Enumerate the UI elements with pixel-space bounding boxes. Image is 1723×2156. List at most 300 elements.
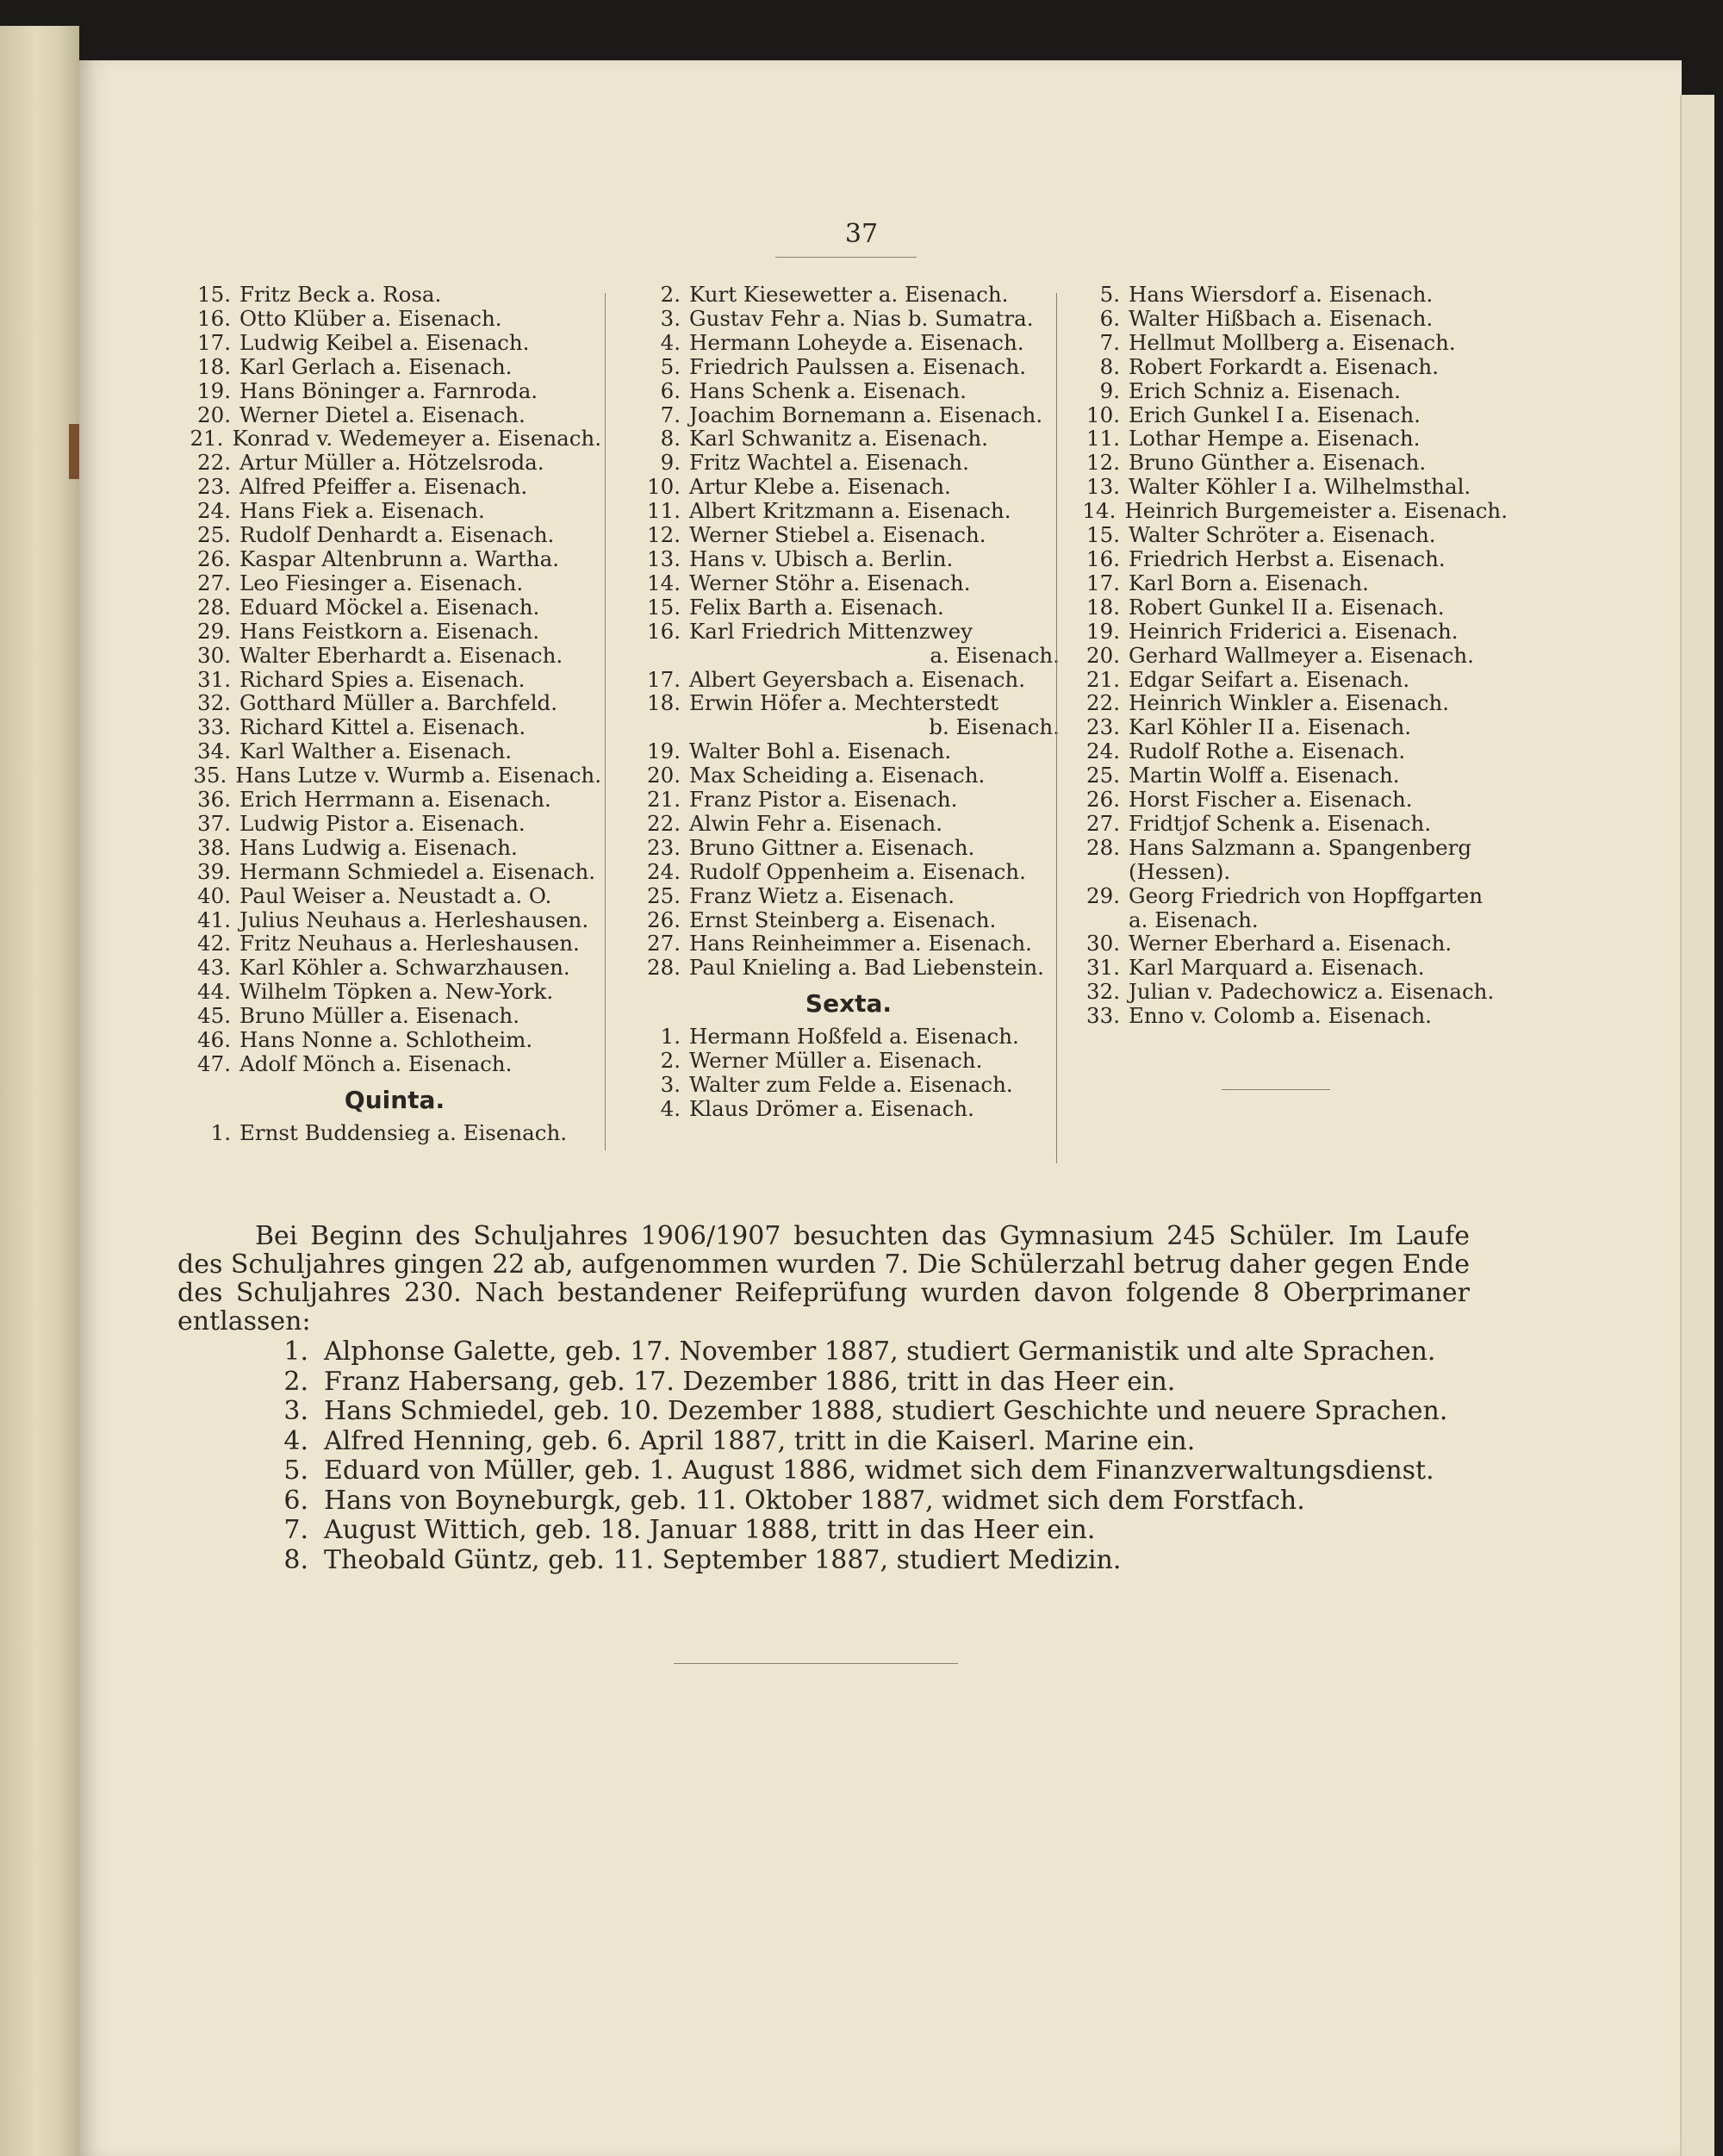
entry-number: 6.: [1099, 305, 1120, 331]
entry-number: 11.: [1086, 426, 1120, 452]
entry-number: 19.: [1086, 618, 1120, 644]
entry-name: Hans Lutze v. Wurmb a. Eisenach.: [235, 763, 601, 788]
list-item: [638, 956, 1060, 980]
entry-name: Hans Salzmann a. Spangenberg: [1129, 834, 1472, 860]
entry-name: Werner Eberhard a. Eisenach.: [1129, 931, 1452, 956]
entry-number: 33.: [197, 714, 231, 740]
list-item: [188, 763, 601, 788]
entry-number: 37.: [197, 810, 231, 836]
entry-name: Rudolf Oppenheim a. Eisenach.: [689, 858, 1026, 884]
entry-name: Hans v. Ubisch a. Berlin.: [689, 545, 954, 571]
student-list-quinta: [188, 1121, 601, 1145]
entry-number: 44.: [197, 979, 231, 1005]
list-item: [188, 403, 601, 427]
entry-number: 15.: [647, 594, 681, 620]
entry-name: Martin Wolff a. Eisenach.: [1129, 763, 1400, 788]
entry-number: 41.: [197, 907, 231, 932]
report-intro-text: Bei Beginn des Schuljahres 1906/1907 besuchten das Gymnasium 245 Schüler. Im Laufe des Schuljahres gingen 22 ab, aufgenommen wurden 7. Die Schülerzahl betrug daher gegen Ende des Schuljahres 230. Nach bestandener Reifeprüfung wurden davon folgende 8 Oberprimaner entlassen:: [177, 1221, 1470, 1337]
graduate-item: [177, 1337, 1470, 1368]
entry-number: 21.: [1086, 666, 1120, 692]
entry-name: Otto Klüber a. Eisenach.: [239, 305, 502, 331]
entry-name: Karl Friedrich Mittenzwey: [689, 618, 973, 644]
entry-name: Lothar Hempe a. Eisenach.: [1129, 426, 1421, 452]
entry-number: 15.: [197, 282, 231, 307]
entry-number: 2.: [660, 282, 681, 307]
entry-number: 25.: [1086, 763, 1120, 788]
closing-rule: [674, 1663, 958, 1664]
entry-number: 1.: [660, 1024, 681, 1050]
entry-number: 18.: [1086, 594, 1120, 620]
entry-number: 29.: [197, 618, 231, 644]
entry-number: 16.: [647, 618, 681, 644]
entry-name: Karl Schwanitz a. Eisenach.: [689, 426, 988, 452]
entry-number: 4.: [660, 329, 681, 355]
entry-name: Friedrich Herbst a. Eisenach.: [1129, 545, 1446, 571]
list-item: [188, 908, 601, 932]
list-item: [1077, 956, 1508, 980]
student-list: [638, 283, 1060, 980]
graduate-item: [177, 1397, 1470, 1427]
student-list: [1077, 283, 1508, 1028]
list-item: [1077, 499, 1508, 523]
list-item: [638, 403, 1060, 427]
entry-name: Hans Reinheimmer a. Eisenach.: [689, 931, 1032, 956]
entry-name: Paul Knieling a. Bad Liebenstein.: [689, 955, 1044, 981]
list-item: [188, 956, 601, 980]
entry-number: 18.: [647, 690, 681, 716]
entry-name: Joachim Bornemann a. Eisenach.: [689, 402, 1043, 427]
entry-number: 32.: [1086, 979, 1120, 1005]
list-item: [1077, 691, 1508, 715]
list-item: [638, 379, 1060, 403]
entry-name: Konrad v. Wedemeyer a. Eisenach.: [232, 426, 601, 452]
entry-name: Walter Bohl a. Eisenach.: [689, 738, 952, 764]
entry-name: Max Scheiding a. Eisenach.: [689, 763, 986, 788]
list-item: [1077, 644, 1508, 668]
graduate-number: 2.: [283, 1366, 308, 1397]
entry-number: 9.: [1099, 377, 1120, 403]
entry-name: Kaspar Altenbrunn a. Wartha.: [239, 545, 560, 571]
entry-name: Hans Feistkorn a. Eisenach.: [239, 618, 540, 644]
list-item: [638, 620, 1060, 644]
entry-name: Hans Wiersdorf a. Eisenach.: [1129, 282, 1434, 307]
list-item: [1077, 739, 1508, 763]
entry-number: 20.: [647, 763, 681, 788]
entry-number: 23.: [1086, 714, 1120, 740]
entry-name: Fritz Neuhaus a. Herleshausen.: [239, 931, 580, 956]
entry-name: Julian v. Padechowicz a. Eisenach.: [1129, 979, 1495, 1005]
entry-name: Hermann Hoßfeld a. Eisenach.: [689, 1024, 1019, 1050]
list-item: [188, 884, 601, 908]
list-item: [188, 331, 601, 355]
graduate-text: Alphonse Galette, geb. 17. November 1887, studiert Germanistik und alte Sprachen.: [324, 1337, 1436, 1367]
entry-name: Hermann Schmiedel a. Eisenach.: [239, 858, 596, 884]
entry-number: 7.: [660, 402, 681, 427]
entry-number: 46.: [197, 1027, 231, 1053]
entry-number: 4.: [660, 1095, 681, 1121]
entry-number: 12.: [647, 522, 681, 548]
entry-name: Rudolf Rothe a. Eisenach.: [1129, 738, 1406, 764]
graduate-number: 7.: [283, 1515, 308, 1545]
graduate-item: [177, 1456, 1470, 1486]
list-item: [188, 451, 601, 475]
entry-number: 22.: [1086, 690, 1120, 716]
entry-number: 14.: [647, 570, 681, 595]
list-item: [1077, 451, 1508, 475]
list-item: [188, 836, 601, 860]
graduate-number: 5.: [283, 1455, 308, 1486]
entry-number: 12.: [1086, 450, 1120, 476]
entry-continuation: a. Eisenach.: [1129, 907, 1259, 932]
entry-number: 25.: [647, 882, 681, 908]
list-item: [1077, 427, 1508, 451]
entry-name: Alwin Fehr a. Eisenach.: [689, 810, 942, 836]
list-item: [188, 1028, 601, 1052]
entry-name: Edgar Seifart a. Eisenach.: [1129, 666, 1410, 692]
entry-name: Robert Gunkel II a. Eisenach.: [1129, 594, 1445, 620]
entry-number: 15.: [1086, 522, 1120, 548]
entry-number: 28.: [647, 955, 681, 981]
entry-number: 45.: [197, 1003, 231, 1029]
entry-name: Rudolf Denhardt a. Eisenach.: [239, 522, 555, 548]
list-item: [1077, 547, 1508, 571]
graduate-item: [177, 1427, 1470, 1457]
entry-number: 25.: [197, 522, 231, 548]
entry-number: 26.: [647, 907, 681, 932]
list-item: [188, 620, 601, 644]
section-heading-sexta: Sexta.: [805, 989, 893, 1019]
list-item: [1077, 836, 1508, 860]
list-item: [188, 1052, 601, 1076]
entry-number: 43.: [197, 955, 231, 981]
list-item: [188, 499, 601, 523]
list-item: [188, 691, 601, 715]
entry-name: Richard Spies a. Eisenach.: [239, 666, 526, 692]
entry-name: Leo Fiesinger a. Eisenach.: [239, 570, 524, 595]
graduate-text: Eduard von Müller, geb. 1. August 1886, widmet sich dem Finanzverwaltungsdienst.: [324, 1455, 1434, 1486]
entry-name: Ernst Buddensieg a. Eisenach.: [239, 1119, 568, 1145]
list-item: [638, 812, 1060, 836]
list-item: [638, 595, 1060, 620]
entry-name: Karl Köhler a. Schwarzhausen.: [239, 955, 570, 981]
entry-number: 47.: [197, 1051, 231, 1076]
entry-number: 8.: [1099, 353, 1120, 379]
list-item: [188, 980, 601, 1004]
student-column-3: [1077, 283, 1508, 1028]
list-item: [638, 331, 1060, 355]
graduate-number: 8.: [283, 1544, 308, 1575]
list-item: [638, 307, 1060, 331]
entry-number: 17.: [1086, 570, 1120, 595]
entry-name: Julius Neuhaus a. Herleshausen.: [239, 907, 589, 932]
page-number: 37: [844, 219, 879, 249]
entry-name: Franz Wietz a. Eisenach.: [689, 882, 955, 908]
entry-name: Bruno Gittner a. Eisenach.: [689, 834, 975, 860]
entry-number: 24.: [1086, 738, 1120, 764]
entry-name: Erich Herrmann a. Eisenach.: [239, 787, 551, 813]
list-item: [638, 1049, 1060, 1073]
entry-name: Kurt Kiesewetter a. Eisenach.: [689, 282, 1009, 307]
list-item: [188, 644, 601, 668]
student-column-1: [188, 283, 601, 1145]
graduate-number: 6.: [283, 1485, 308, 1516]
entry-number: 20.: [197, 402, 231, 427]
graduate-item: [177, 1368, 1470, 1398]
entry-name: Friedrich Paulssen a. Eisenach.: [689, 353, 1027, 379]
entry-name: Hans Nonne a. Schlotheim.: [239, 1027, 533, 1053]
entry-name: Klaus Drömer a. Eisenach.: [689, 1095, 974, 1121]
list-item: [638, 523, 1060, 547]
list-item: [1077, 403, 1508, 427]
list-item: [1077, 1004, 1508, 1028]
graduate-item: [177, 1546, 1470, 1576]
list-item: [1077, 884, 1508, 908]
entry-name: Bruno Müller a. Eisenach.: [239, 1003, 519, 1029]
graduate-number: 1.: [283, 1337, 308, 1367]
entry-name: Werner Dietel a. Eisenach.: [239, 402, 526, 427]
entry-name: Ludwig Keibel a. Eisenach.: [239, 329, 530, 355]
graduate-item: [177, 1516, 1470, 1546]
entry-number: 23.: [197, 474, 231, 500]
list-item: [188, 1004, 601, 1028]
list-item: [638, 739, 1060, 763]
entry-name: Fritz Beck a. Rosa.: [239, 282, 442, 307]
entry-number: 1.: [210, 1119, 231, 1145]
entry-number: 36.: [197, 787, 231, 813]
list-item: [638, 908, 1060, 932]
list-item: [1077, 595, 1508, 620]
entry-number: 30.: [1086, 931, 1120, 956]
entry-name: Heinrich Burgemeister a. Eisenach.: [1124, 498, 1508, 524]
entry-name: Walter Hißbach a. Eisenach.: [1129, 305, 1434, 331]
list-item: [638, 427, 1060, 451]
graduate-item: [177, 1486, 1470, 1517]
entry-number: 10.: [647, 474, 681, 500]
list-item: [638, 1097, 1060, 1121]
entry-name: Artur Klebe a. Eisenach.: [689, 474, 951, 500]
entry-name: Erich Gunkel I a. Eisenach.: [1129, 402, 1421, 427]
entry-number: 5.: [660, 353, 681, 379]
graduate-text: Theobald Güntz, geb. 11. September 1887, studiert Medizin.: [324, 1544, 1122, 1575]
list-item: [188, 427, 601, 451]
entry-number: 21.: [190, 426, 224, 452]
list-item: [1077, 475, 1508, 499]
entry-number: 22.: [197, 450, 231, 476]
entry-number: 3.: [660, 305, 681, 331]
entry-number: 31.: [197, 666, 231, 692]
student-column-2: [638, 283, 1060, 1121]
entry-number: 35.: [193, 763, 227, 788]
column-end-rule: [1222, 1089, 1330, 1090]
student-list-sexta: [638, 1025, 1060, 1121]
list-item: [188, 812, 601, 836]
entry-number: 9.: [660, 450, 681, 476]
list-item: [1077, 668, 1508, 692]
section-heading-quinta: Quinta.: [344, 1085, 445, 1114]
entry-number: 21.: [647, 787, 681, 813]
entry-number: 42.: [197, 931, 231, 956]
list-item: [1077, 788, 1508, 812]
list-item: [638, 547, 1060, 571]
list-item: [638, 475, 1060, 499]
entry-name: Franz Pistor a. Eisenach.: [689, 787, 958, 813]
entry-continuation: b. Eisenach.: [929, 714, 1060, 740]
list-item: [638, 884, 1060, 908]
list-item: [1077, 763, 1508, 788]
header-rule: [775, 257, 917, 258]
list-item: [1077, 620, 1508, 644]
entry-number: 13.: [647, 545, 681, 571]
entry-number: 8.: [660, 426, 681, 452]
entry-name: Karl Gerlach a. Eisenach.: [239, 353, 513, 379]
entry-name: Walter Eberhardt a. Eisenach.: [239, 642, 563, 668]
entry-number: 7.: [1099, 329, 1120, 355]
entry-number: 13.: [1086, 474, 1120, 500]
entry-number: 38.: [197, 834, 231, 860]
list-item: [1077, 980, 1508, 1004]
list-item: [638, 355, 1060, 379]
school-report-paragraph: [177, 1222, 1470, 1575]
page-edge: [1680, 95, 1714, 2156]
list-item: [188, 1121, 601, 1145]
entry-name: Fritz Wachtel a. Eisenach.: [689, 450, 969, 476]
entry-name: Ludwig Pistor a. Eisenach.: [239, 810, 526, 836]
list-item: [638, 571, 1060, 595]
entry-name: Ernst Steinberg a. Eisenach.: [689, 907, 997, 932]
entry-name: Karl Walther a. Eisenach.: [239, 738, 513, 764]
entry-name: Richard Kittel a. Eisenach.: [239, 714, 526, 740]
entry-number: 26.: [1086, 787, 1120, 813]
entry-number: 31.: [1086, 955, 1120, 981]
entry-name: Hermann Loheyde a. Eisenach.: [689, 329, 1024, 355]
list-item: [1077, 379, 1508, 403]
list-item: [188, 283, 601, 307]
entry-name: Eduard Möckel a. Eisenach.: [239, 594, 540, 620]
list-item: [638, 836, 1060, 860]
graduate-text: Alfred Henning, geb. 6. April 1887, tritt in die Kaiserl. Marine ein.: [324, 1425, 1196, 1456]
list-item: [1077, 715, 1508, 739]
graduate-text: Hans Schmiedel, geb. 10. Dezember 1888, studiert Geschichte und neuere Sprachen.: [324, 1396, 1448, 1426]
entry-number: 32.: [197, 690, 231, 716]
entry-name: Heinrich Friderici a. Eisenach.: [1129, 618, 1459, 644]
graduate-list: [177, 1337, 1470, 1575]
list-item: [188, 595, 601, 620]
entry-name: Werner Stöhr a. Eisenach.: [689, 570, 971, 595]
entry-name: Hans Böninger a. Farnroda.: [239, 377, 538, 403]
graduate-number: 4.: [283, 1425, 308, 1456]
entry-number: 30.: [197, 642, 231, 668]
list-item: [1077, 932, 1508, 956]
graduate-text: August Wittich, geb. 18. Januar 1888, tritt in das Heer ein.: [324, 1515, 1096, 1545]
graduate-number: 3.: [283, 1396, 308, 1426]
entry-number: 34.: [197, 738, 231, 764]
list-item: [188, 739, 601, 763]
list-item: [188, 355, 601, 379]
column-divider: [605, 293, 606, 1150]
list-item: [188, 523, 601, 547]
list-item: [188, 788, 601, 812]
list-item: [638, 691, 1060, 715]
list-item: [188, 379, 601, 403]
entry-name: Walter Schröter a. Eisenach.: [1129, 522, 1436, 548]
list-item: [1077, 523, 1508, 547]
entry-number: 33.: [1086, 1003, 1120, 1029]
list-item: [188, 932, 601, 956]
entry-number: 28.: [1086, 834, 1120, 860]
entry-number: 40.: [197, 882, 231, 908]
entry-name: Walter Köhler I a. Wilhelmsthal.: [1129, 474, 1471, 500]
entry-name: Gustav Fehr a. Nias b. Sumatra.: [689, 305, 1034, 331]
entry-name: Enno v. Colomb a. Eisenach.: [1129, 1003, 1432, 1029]
list-item: [638, 860, 1060, 884]
entry-name: Hans Schenk a. Eisenach.: [689, 377, 967, 403]
list-item: [188, 547, 601, 571]
entry-continuation: (Hessen).: [1129, 858, 1231, 884]
graduate-text: Hans von Boyneburgk, geb. 11. Oktober 1887, widmet sich dem Forstfach.: [324, 1485, 1305, 1516]
entry-continuation: a. Eisenach.: [930, 642, 1060, 668]
entry-number: 28.: [197, 594, 231, 620]
entry-number: 29.: [1086, 882, 1120, 908]
entry-number: 26.: [197, 545, 231, 571]
entry-name: Erich Schniz a. Eisenach.: [1129, 377, 1401, 403]
entry-number: 24.: [647, 858, 681, 884]
entry-number: 10.: [1086, 402, 1120, 427]
entry-number: 14.: [1082, 498, 1117, 524]
list-item: [188, 860, 601, 884]
entry-number: 16.: [1086, 545, 1120, 571]
entry-number: 24.: [197, 498, 231, 524]
entry-name: Paul Weiser a. Neustadt a. O.: [239, 882, 552, 908]
list-item: [1077, 812, 1508, 836]
book-spine: [0, 26, 79, 2156]
entry-number: 22.: [647, 810, 681, 836]
entry-name: Hans Fiek a. Eisenach.: [239, 498, 485, 524]
entry-name: Gerhard Wallmeyer a. Eisenach.: [1129, 642, 1474, 668]
entry-name: Adolf Mönch a. Eisenach.: [239, 1051, 513, 1076]
entry-number: 18.: [197, 353, 231, 379]
list-item: [638, 283, 1060, 307]
list-item: [638, 1025, 1060, 1049]
entry-name: Hans Ludwig a. Eisenach.: [239, 834, 518, 860]
list-item: [638, 788, 1060, 812]
list-item: [1077, 307, 1508, 331]
entry-number: 19.: [647, 738, 681, 764]
entry-name: Georg Friedrich von Hopffgarten: [1129, 882, 1484, 908]
list-item: [188, 307, 601, 331]
entry-number: 5.: [1099, 282, 1120, 307]
entry-name: Horst Fischer a. Eisenach.: [1129, 787, 1413, 813]
entry-name: Albert Geyersbach a. Eisenach.: [689, 666, 1025, 692]
entry-number: 23.: [647, 834, 681, 860]
entry-name: Karl Köhler II a. Eisenach.: [1129, 714, 1412, 740]
entry-number: 20.: [1086, 642, 1120, 668]
entry-number: 17.: [197, 329, 231, 355]
entry-number: 2.: [660, 1048, 681, 1074]
entry-name: Erwin Höfer a. Mechterstedt: [689, 690, 998, 716]
entry-name: Robert Forkardt a. Eisenach.: [1129, 353, 1439, 379]
entry-name: Felix Barth a. Eisenach.: [689, 594, 944, 620]
entry-name: Alfred Pfeiffer a. Eisenach.: [239, 474, 528, 500]
list-item: [1077, 283, 1508, 307]
entry-name: Walter zum Felde a. Eisenach.: [689, 1072, 1013, 1097]
entry-number: 3.: [660, 1072, 681, 1097]
entry-number: 11.: [647, 498, 681, 524]
entry-name: Werner Stiebel a. Eisenach.: [689, 522, 986, 548]
entry-name: Karl Marquard a. Eisenach.: [1129, 955, 1425, 981]
entry-name: Gotthard Müller a. Barchfeld.: [239, 690, 557, 716]
list-item: [638, 932, 1060, 956]
entry-name: Wilhelm Töpken a. New-York.: [239, 979, 554, 1005]
